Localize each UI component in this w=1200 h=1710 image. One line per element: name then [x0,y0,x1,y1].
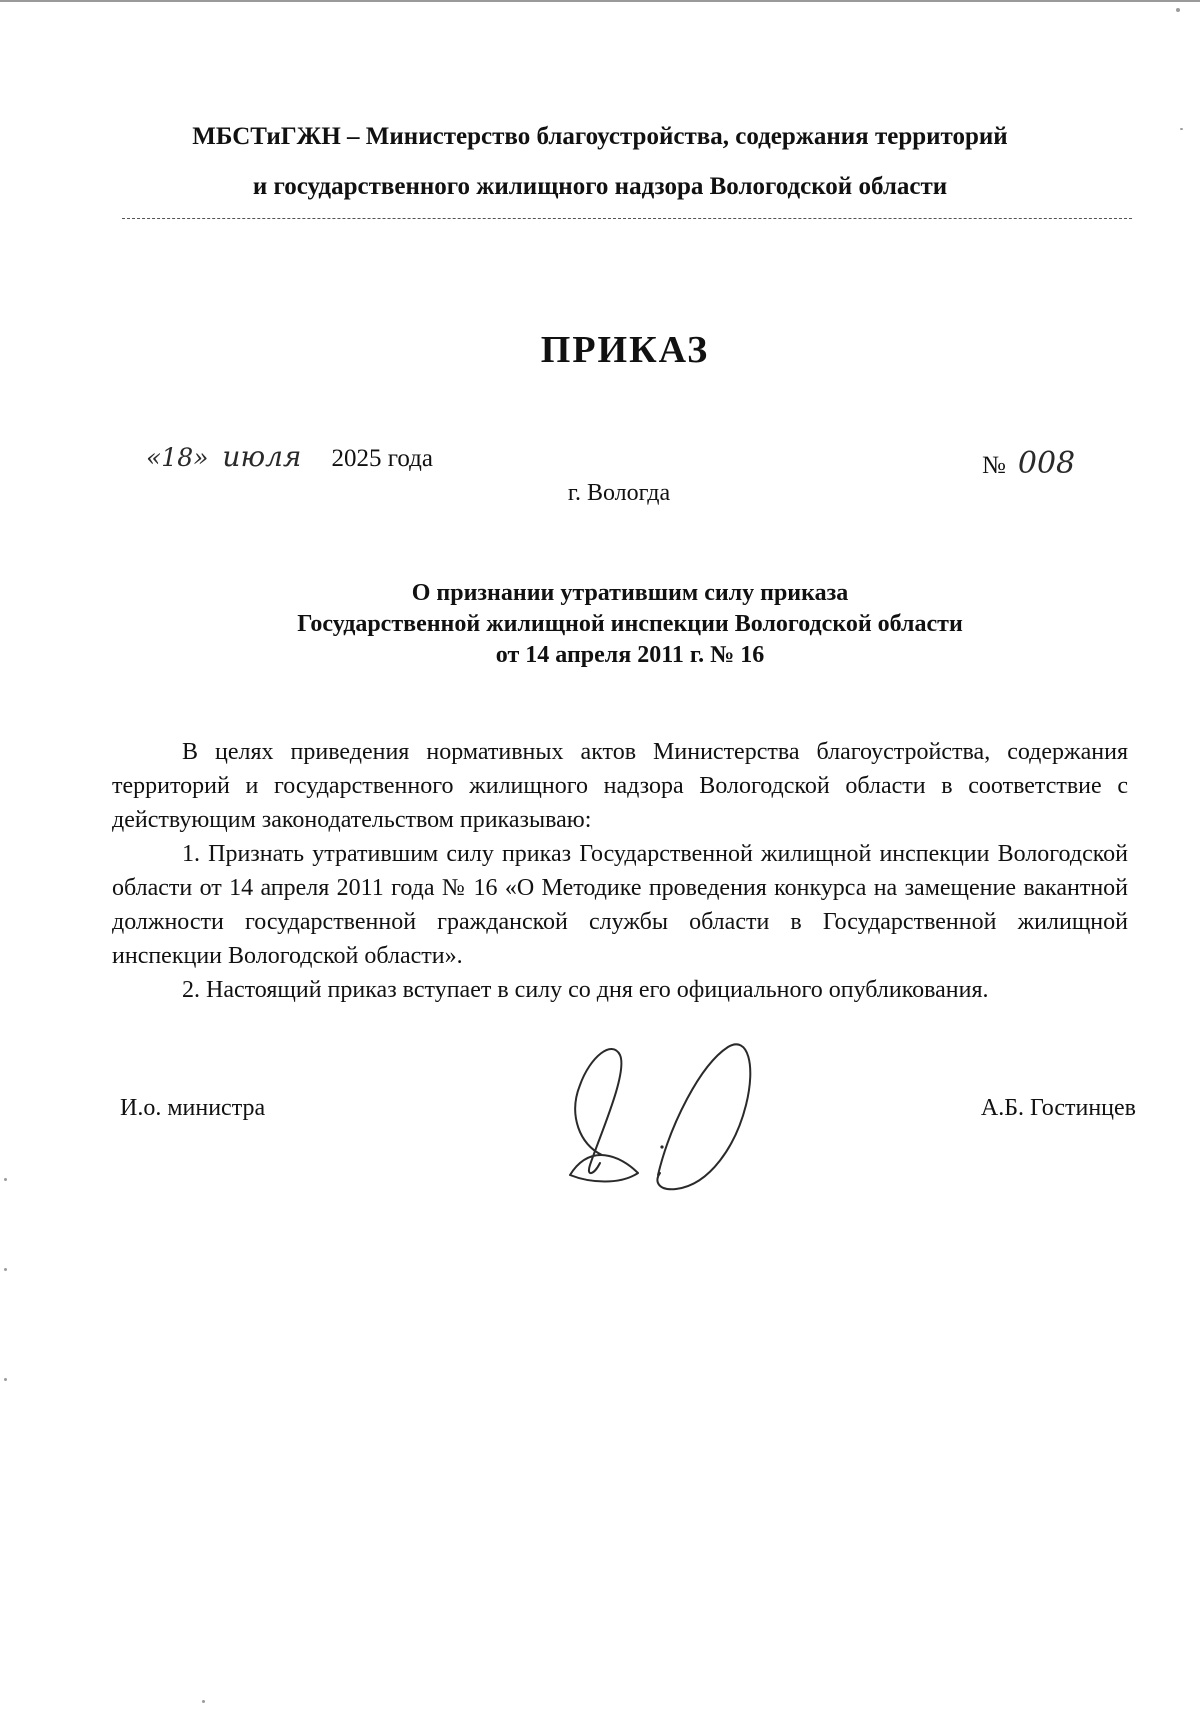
scan-speck [4,1378,7,1381]
date-day-handwritten: «18» [146,443,209,472]
signatory-name: А.Б. Гостинцев [980,1095,1136,1121]
header-divider [122,218,1132,219]
scan-speck [1180,128,1183,130]
date-year: 2025 года [331,445,433,472]
order-title-line-3: от 14 апреля 2011 г. № 16 [495,642,765,668]
order-title-line-1: О признании утратившим силу приказа [411,580,849,606]
scan-speck [202,1700,205,1703]
document-type-heading: ПРИКАЗ [540,329,710,371]
order-item-2: 2. Настоящий приказ вступает в силу со дня его официального опубликования. [182,977,989,1003]
order-title-line-2: Государственной жилищной инспекции Вологодской области [297,611,963,637]
scan-top-edge [0,0,1200,2]
order-preamble: В целях приведения нормативных актов Министерства благоустройства, содержания территорий и государственного жилищного надзора Вологодской области в соответствие с действующим законодательством приказываю: [112,739,1128,833]
scan-speck [4,1268,7,1271]
scan-speck [1176,8,1180,12]
order-body [112,735,1128,1007]
ministry-header-line-1: МБСТиГЖН – Министерство благоустройства, содержания территорий [192,123,1008,150]
city: г. Вологда [567,480,671,506]
ministry-header-line-2: и государственного жилищного надзора Вологодской области [252,173,948,200]
order-number-handwritten: 008 [1017,446,1076,481]
signatory-position: И.о. министра [120,1095,266,1121]
order-item-1: 1. Признать утратившим силу приказ Государственной жилищной инспекции Вологодской области от 14 апреля 2011 года № 16 «О Методике проведения конкурса на замещение вакантной должности государственной гражданской службы области в Государственной жилищной инспекции Вологодской области». [112,841,1128,969]
order-number-label: № [982,452,1006,479]
ministry-header [100,112,1100,212]
order-title [160,578,1100,671]
order-number [982,446,1075,481]
date-month-handwritten: июля [222,440,302,473]
scan-speck [4,1178,7,1181]
order-date [146,440,433,473]
handwritten-signature [550,1025,780,1195]
